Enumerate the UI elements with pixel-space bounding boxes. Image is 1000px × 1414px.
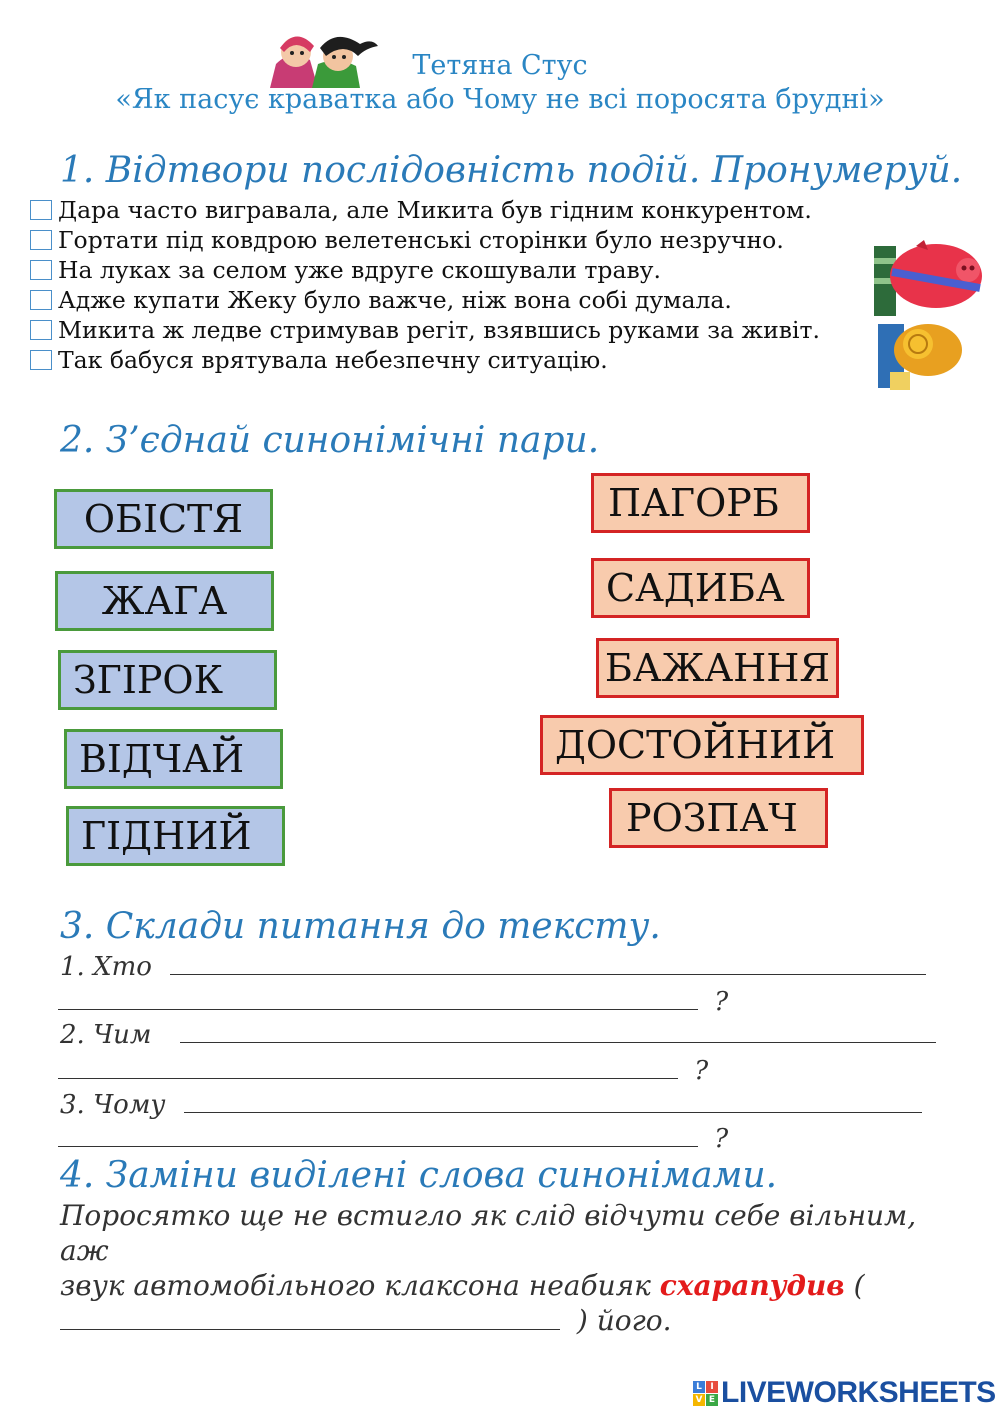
ordering-item — [30, 345, 608, 375]
logo-letter: V — [693, 1394, 705, 1406]
question-mark: ? — [694, 1056, 709, 1086]
question-line-continuation — [58, 1122, 728, 1154]
ordering-item-text: Дара часто вигравала, але Микита був гідним конкурентом. — [58, 196, 812, 224]
paragraph-line-3 — [60, 1303, 960, 1338]
section3-title: 3. Склади питання до тексту. — [60, 906, 661, 947]
synonym-word-left[interactable]: ОБІСТЯ — [54, 489, 273, 549]
section2-title: 2. З’єднай синонімічні пари. — [60, 420, 600, 461]
question-prefix: 3. Чому — [60, 1090, 166, 1120]
synonym-word-right[interactable]: РОЗПАЧ — [609, 788, 828, 848]
ordering-item-text: Так бабуся врятувала небезпечну ситуацію. — [58, 346, 608, 374]
answer-blank[interactable] — [180, 1018, 936, 1043]
section1-title: 1. Відтвори послідовність подій. Пронумеруй. — [60, 150, 963, 191]
question-line-continuation — [58, 985, 728, 1017]
answer-blank[interactable] — [58, 1054, 678, 1079]
question-line-continuation — [58, 1054, 708, 1086]
section4-title: 4. Заміни виділені слова синонімами. — [60, 1155, 778, 1196]
order-checkbox[interactable] — [30, 200, 52, 220]
order-checkbox[interactable] — [30, 260, 52, 280]
synonym-word-right[interactable]: ДОСТОЙНИЙ — [540, 715, 864, 775]
synonym-word-left[interactable]: ЖАГА — [55, 571, 274, 631]
ordering-item-text: Адже купати Жеку було важче, ніж вона собі думала. — [58, 286, 732, 314]
ordering-item — [30, 315, 820, 345]
liveworksheets-logo — [693, 1376, 996, 1410]
synonym-answer-blank[interactable] — [60, 1305, 560, 1330]
brand-name: LIVEWORKSHEETS — [721, 1376, 996, 1409]
question-mark: ? — [714, 987, 729, 1017]
logo-letter: I — [706, 1381, 718, 1393]
book-title: «Як пасує краватка або Чому не всі поросята брудні» — [115, 84, 885, 115]
question-line — [60, 950, 926, 982]
synonym-word-right[interactable]: ПАГОРБ — [591, 473, 810, 533]
order-checkbox[interactable] — [30, 350, 52, 370]
question-line — [60, 1088, 922, 1120]
open-paren: ( — [853, 1269, 865, 1302]
answer-blank[interactable] — [184, 1088, 922, 1113]
question-mark: ? — [714, 1124, 729, 1154]
synonym-word-right[interactable]: САДИБА — [591, 558, 810, 618]
answer-blank[interactable] — [58, 1122, 698, 1147]
synonym-word-right[interactable]: БАЖАННЯ — [596, 638, 839, 698]
question-prefix: 1. Хто — [60, 952, 152, 982]
paragraph-line-2-text: звук автомобільного клаксона неабияк — [60, 1269, 651, 1302]
ordering-item — [30, 195, 812, 225]
ordering-item — [30, 255, 661, 285]
paragraph-line-2 — [60, 1268, 960, 1303]
highlighted-word: схарапудив — [659, 1269, 845, 1302]
ordering-item — [30, 225, 784, 255]
ordering-item-text: Микита ж ледве стримував регіт, взявшись руками за живіт. — [58, 316, 821, 344]
author-name: Тетяна Стус — [412, 50, 588, 81]
logo-letter: E — [706, 1394, 718, 1406]
synonym-word-left[interactable]: ЗГІРОК — [58, 650, 277, 710]
order-checkbox[interactable] — [30, 290, 52, 310]
ordering-item-text: На луках за селом уже вдруге скошували траву. — [58, 256, 661, 284]
order-checkbox[interactable] — [30, 230, 52, 250]
answer-blank[interactable] — [58, 985, 698, 1010]
order-checkbox[interactable] — [30, 320, 52, 340]
paragraph-line-1: Поросятко ще не встигло як слід відчути себе вільним, аж — [60, 1199, 917, 1267]
answer-blank[interactable] — [170, 950, 926, 975]
synonym-word-left[interactable]: ВІДЧАЙ — [64, 729, 283, 789]
logo-mark-icon — [693, 1381, 718, 1406]
synonym-word-left[interactable]: ГІДНИЙ — [66, 806, 285, 866]
closing-text: ) його. — [576, 1304, 672, 1337]
piggy-bank-illustration — [872, 238, 988, 398]
question-line — [60, 1018, 936, 1050]
logo-letter: L — [693, 1381, 705, 1393]
ordering-item-text: Гортати під ковдрою велетенські сторінки було незручно. — [58, 226, 784, 254]
ordering-item — [30, 285, 732, 315]
synonym-paragraph — [60, 1198, 960, 1338]
question-prefix: 2. Чим — [60, 1020, 152, 1050]
